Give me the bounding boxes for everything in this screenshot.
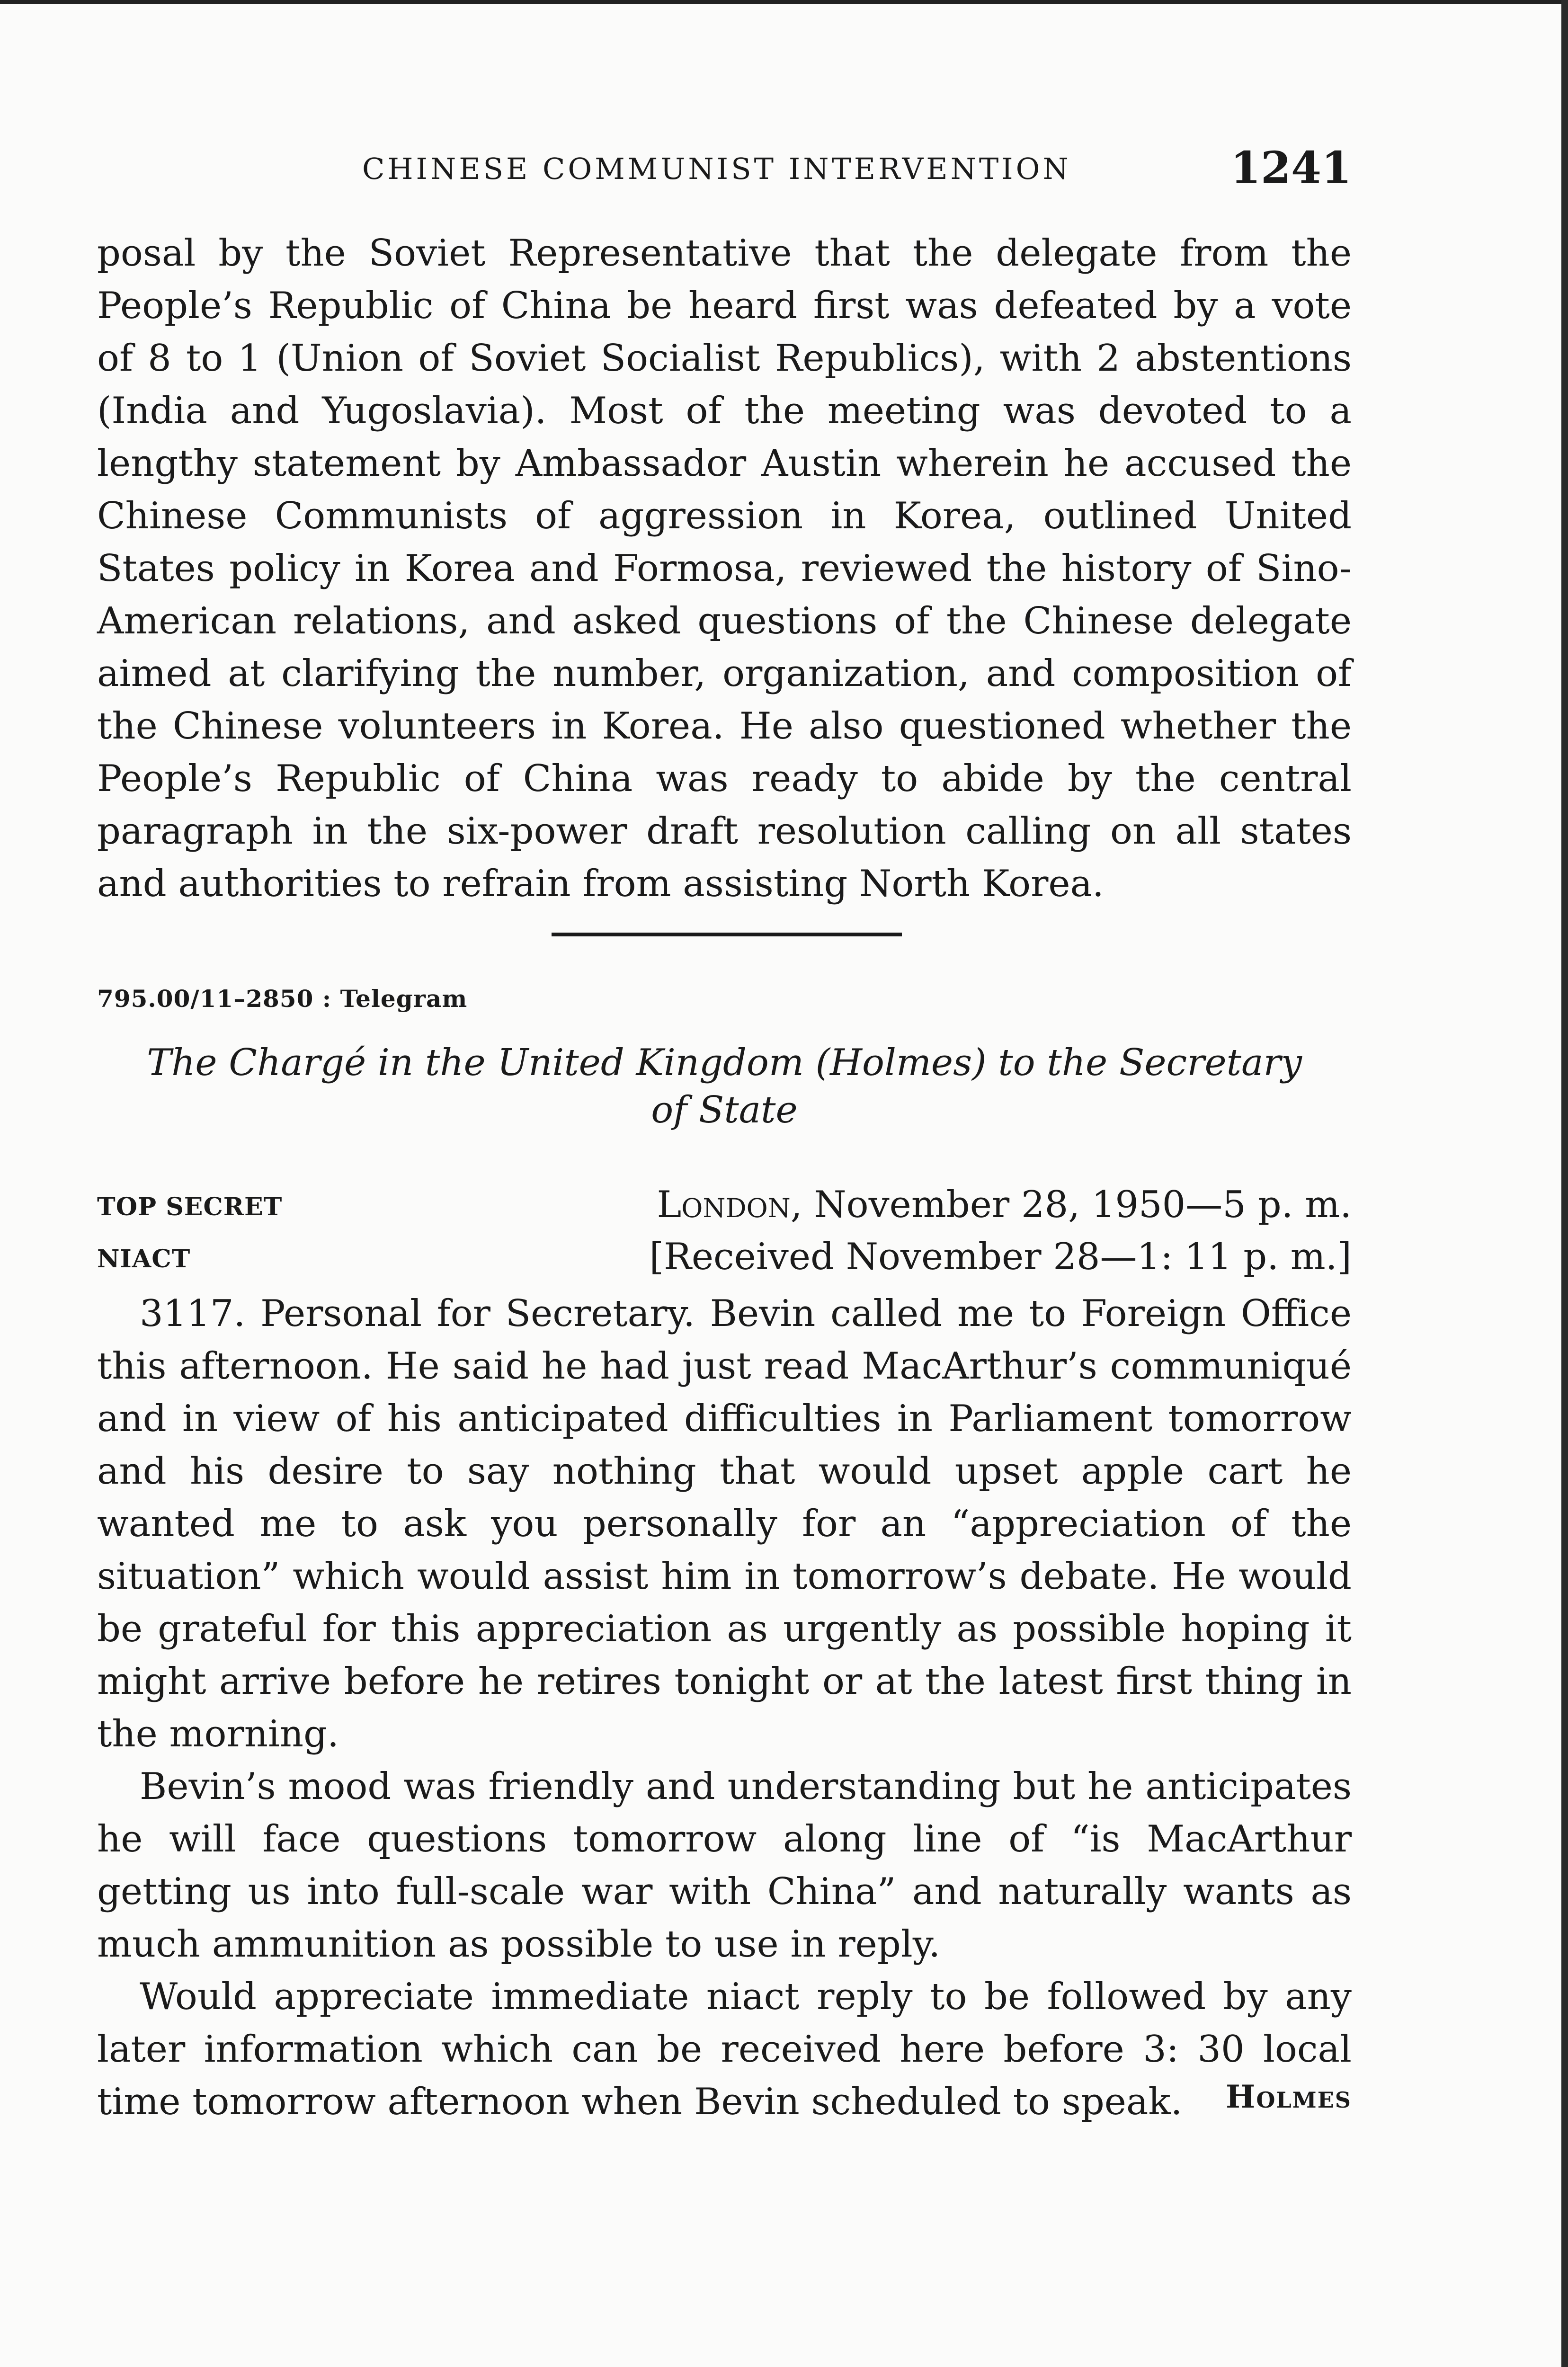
top-edge-rule	[0, 0, 1568, 4]
heading-line-2: of State	[651, 1089, 798, 1131]
place-date	[657, 1184, 1352, 1226]
telegram-body	[97, 1288, 1352, 2128]
page-number: 1241	[1230, 142, 1352, 193]
continued-text-block	[97, 227, 1352, 910]
section-divider	[552, 933, 902, 936]
running-title: CHINESE COMMUNIST INTERVENTION	[362, 151, 1071, 186]
continued-paragraph: posal by the Soviet Representative that the delegate from the People’s Republic of China be heard first was defeated by a vote of 8 to 1 (Union of Soviet Socialist Republics), with 2 abstentions (India and Yugoslavia). Most of the meeting was devoted to a lengthy statement by Ambassador Austin wherein he accused the Chinese Communists of aggression in Korea, outlined United States policy in Korea and Formosa, reviewed the history of Sino-American relations, and asked questions of the Chinese delegate aimed at clarifying the number, organization, and composition of the Chinese volunteers in Korea. He also questioned whether the People’s Republic of China was ready to abide by the central paragraph in the six-power draft resolution calling on all states and authorities to refrain from assisting North Korea.	[97, 232, 1352, 905]
signature: Holmes	[1226, 2078, 1352, 2115]
telegram-paragraph-3: Would appreciate immediate niact reply to be followed by any later information which can be received here before 3: 30 local time tomorrow afternoon when Bevin scheduled to speak.	[97, 1975, 1352, 2123]
running-header	[97, 142, 1352, 194]
file-reference: 795.00/11–2850 : Telegram	[97, 985, 468, 1013]
heading-line-1: The Chargé in the United Kingdom (Holmes) to the Secretary	[147, 1041, 1302, 1084]
telegram-paragraph-2: Bevin’s mood was friendly and understanding but he anticipates he will face questions tomorrow along line of “is MacArthur getting us into full-scale war with China” and naturally wants as much ammunition as possible to use in reply.	[97, 1765, 1352, 1966]
received-note: [Received November 28—1: 11 p. m.]	[649, 1236, 1352, 1278]
meta-row-classification	[97, 1179, 1352, 1226]
telegram-paragraph-1: 3117. Personal for Secretary. Bevin called me to Foreign Office this afternoon. He said he had just read MacArthur’s communiqué and in view of his anticipated difficulties in Parliament tomorrow and his desire to say nothing that would upset apple cart he wanted me to ask you personally for an “appreciation of the situation” which would assist him in tomorrow’s debate. He would be grateful for this appreciation as urgently as possible hoping it might arrive before he retires tonight or at the latest first thing in the morning.	[97, 1292, 1352, 1755]
place: London,	[657, 1184, 802, 1226]
precedence-label: NIACT	[97, 1245, 191, 1273]
classification-label: TOP SECRET	[97, 1192, 283, 1221]
date-time: November 28, 1950—5 p. m.	[802, 1184, 1352, 1226]
right-page-edge	[1561, 0, 1568, 2367]
document-heading	[97, 1039, 1352, 1134]
meta-row-precedence	[97, 1231, 1352, 1278]
